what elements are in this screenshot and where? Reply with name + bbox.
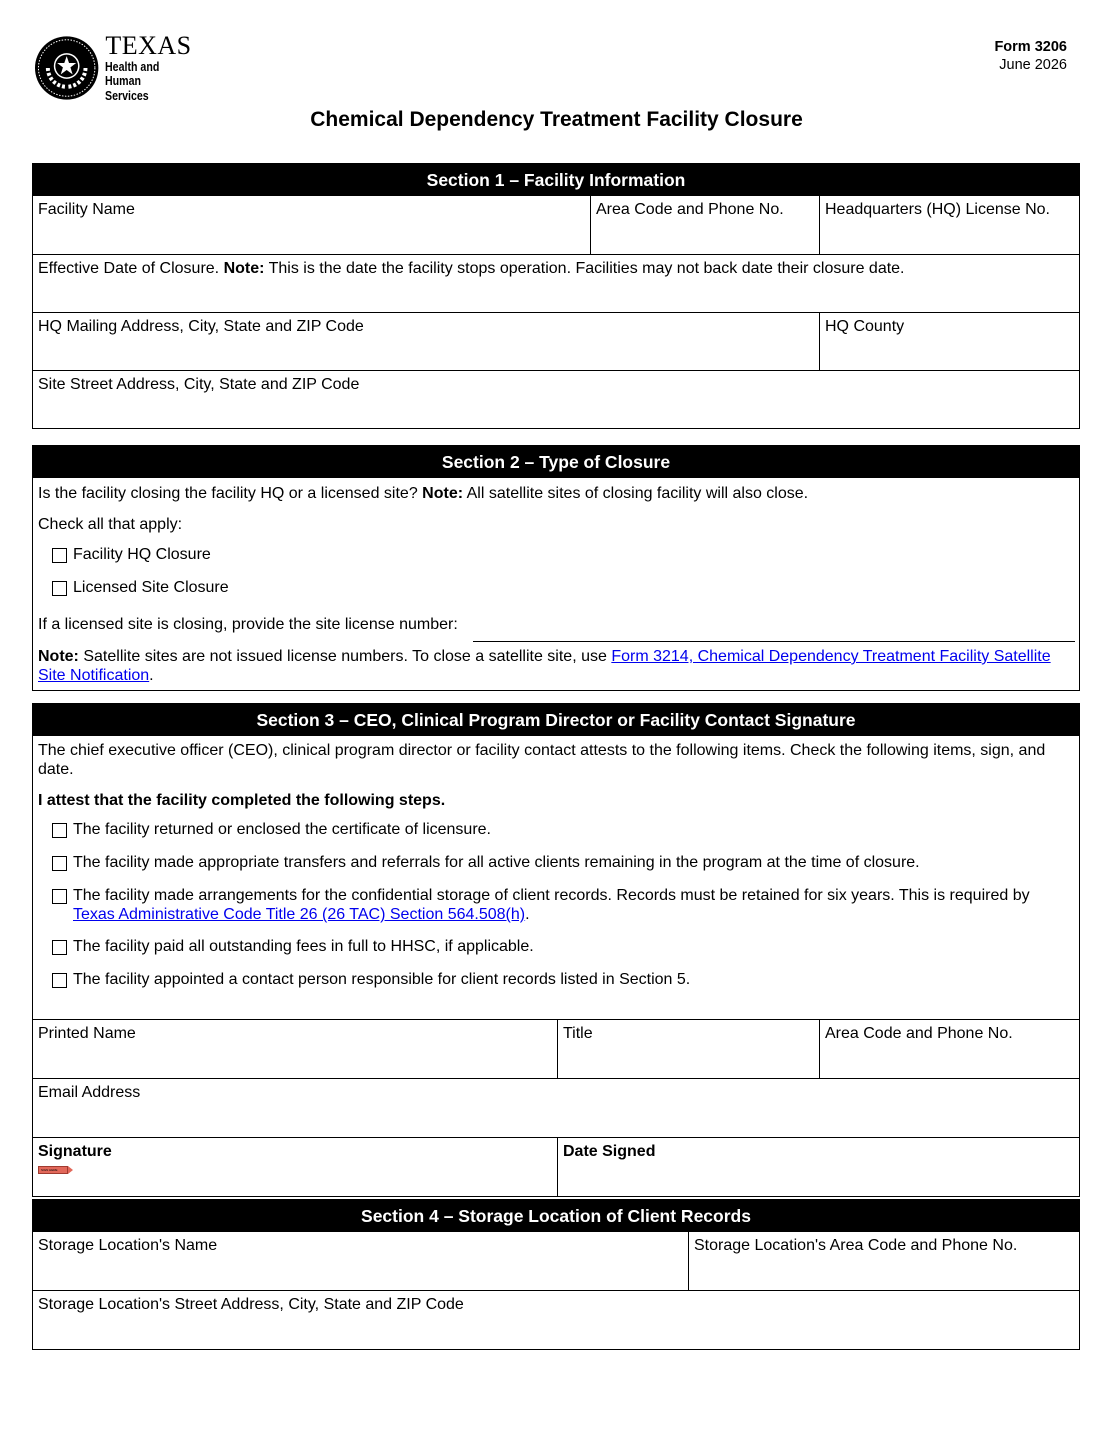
attest-item[interactable]: The facility made arrangements for the confidential storage of client records. Records must be retained for six years. This is required by Texas Administrative Code Title 26 (26 TAC) Section 564.508(h). xyxy=(52,886,1074,924)
sign-here-flag-icon: SIGN HERE xyxy=(38,1166,68,1174)
section-2 xyxy=(32,445,1080,691)
effective-date-field[interactable] xyxy=(33,255,1079,312)
hq-mailing-row xyxy=(33,312,1079,370)
facility-name-label: Facility Name xyxy=(38,201,135,218)
facility-name-field[interactable] xyxy=(33,196,590,254)
section-3 xyxy=(32,703,1080,1197)
checkbox[interactable] xyxy=(52,856,67,871)
storage-address-row xyxy=(33,1290,1079,1349)
closure-question: Is the facility closing the facility HQ or a licensed site? Note: All satellite sites of closing facility will also close. xyxy=(38,485,809,502)
site-address-label: Site Street Address, City, State and ZIP Code xyxy=(38,376,360,393)
storage-name-field[interactable]: Storage Location's Name xyxy=(38,1237,218,1254)
logo-texas: TEXAS xyxy=(105,31,192,60)
attest-item[interactable]: The facility returned or enclosed the certificate of licensure. xyxy=(52,820,1074,839)
email-row xyxy=(33,1078,1079,1137)
tac-link[interactable]: Texas Administrative Code Title 26 (26 TAC) Section 564.508(h) xyxy=(73,906,526,923)
storage-address-field[interactable]: Storage Location's Street Address, City, State and ZIP Code xyxy=(38,1296,464,1313)
storage-row xyxy=(33,1232,1079,1290)
hhs-logo xyxy=(34,32,214,104)
effective-date-note: This is the date the facility stops operation. Facilities may not back date their closure date. xyxy=(268,260,905,277)
storage-phone-field[interactable]: Storage Location's Area Code and Phone No. xyxy=(688,1232,1079,1290)
section-2-heading: Section 2 – Type of Closure xyxy=(33,446,1079,478)
hq-county-field[interactable] xyxy=(819,313,1079,370)
hq-county-label: HQ County xyxy=(825,318,905,335)
satellite-note: Note: Satellite sites are not issued license numbers. To close a satellite site, use Form 3214, Chemical Dependency Treatment Facility Satellite Site Notification. xyxy=(38,648,1051,684)
checkbox-site-closure[interactable] xyxy=(52,581,67,596)
checkbox[interactable] xyxy=(52,823,67,838)
attest-item[interactable]: The facility made appropriate transfers and referrals for all active clients remaining in the program at the time of closure. xyxy=(52,853,1074,872)
signature-row xyxy=(33,1137,1079,1196)
phone-field[interactable] xyxy=(590,196,819,254)
attest-item[interactable]: The facility paid all outstanding fees in full to HHSC, if applicable. xyxy=(52,937,1074,956)
section-1 xyxy=(32,163,1080,429)
site-license-prompt: If a licensed site is closing, provide the site license number: xyxy=(38,616,458,633)
form-id xyxy=(994,38,1067,74)
checkbox[interactable] xyxy=(52,889,67,904)
texas-seal-icon xyxy=(34,35,99,101)
printed-name-field[interactable]: Printed Name xyxy=(38,1025,136,1042)
signer-phone-field[interactable]: Area Code and Phone No. xyxy=(819,1020,1079,1078)
effective-date-row xyxy=(33,254,1079,312)
section-4 xyxy=(32,1199,1080,1350)
section-1-heading: Section 1 – Facility Information xyxy=(33,164,1079,196)
date-signed-field[interactable]: Date Signed xyxy=(557,1138,1079,1196)
check-all-label: Check all that apply: xyxy=(38,516,183,533)
site-address-row xyxy=(33,370,1079,428)
checkbox[interactable] xyxy=(52,973,67,988)
attest-heading: I attest that the facility completed the following steps. xyxy=(38,792,446,809)
hq-mailing-field[interactable] xyxy=(33,313,819,370)
logo-line1: Health and Human xyxy=(105,60,160,88)
section-3-heading: Section 3 – CEO, Clinical Program Director or Facility Contact Signature xyxy=(33,704,1079,736)
attest-item[interactable]: The facility appointed a contact person responsible for client records listed in Section 5. xyxy=(52,970,1074,989)
form-3214-link[interactable]: Form 3214, Chemical Dependency Treatment Facility Satellite Site Notification xyxy=(38,648,1051,684)
note-label: Note: xyxy=(223,260,265,277)
checkbox[interactable] xyxy=(52,940,67,955)
hq-mailing-label: HQ Mailing Address, City, State and ZIP Code xyxy=(38,318,364,335)
form-date: June 2026 xyxy=(999,57,1067,73)
effective-date-label: Effective Date of Closure. xyxy=(38,260,220,277)
hq-license-label: Headquarters (HQ) License No. xyxy=(825,201,1050,218)
option-hq-closure[interactable]: Facility HQ Closure xyxy=(52,545,1074,564)
checkbox-hq-closure[interactable] xyxy=(52,548,67,563)
facility-row xyxy=(33,196,1079,254)
page-title: Chemical Dependency Treatment Facility Closure xyxy=(310,108,803,131)
form-number: Form 3206 xyxy=(994,39,1067,55)
attestation-intro: The chief executive officer (CEO), clinical program director or facility contact attests to the following items. Check the following items, sign, and date. xyxy=(38,742,1046,778)
signer-row xyxy=(33,1019,1079,1078)
phone-label: Area Code and Phone No. xyxy=(596,201,784,218)
email-field[interactable]: Email Address xyxy=(38,1084,141,1101)
hq-license-field[interactable] xyxy=(819,196,1079,254)
logo-line2: Services xyxy=(105,89,150,103)
site-license-input[interactable] xyxy=(473,641,1075,642)
site-address-field[interactable] xyxy=(33,371,1079,428)
option-site-closure[interactable]: Licensed Site Closure xyxy=(52,578,1074,597)
section-4-heading: Section 4 – Storage Location of Client Records xyxy=(33,1200,1079,1232)
signature-field[interactable]: Signature SIGN HERE xyxy=(38,1143,112,1172)
title-field[interactable]: Title xyxy=(557,1020,819,1078)
